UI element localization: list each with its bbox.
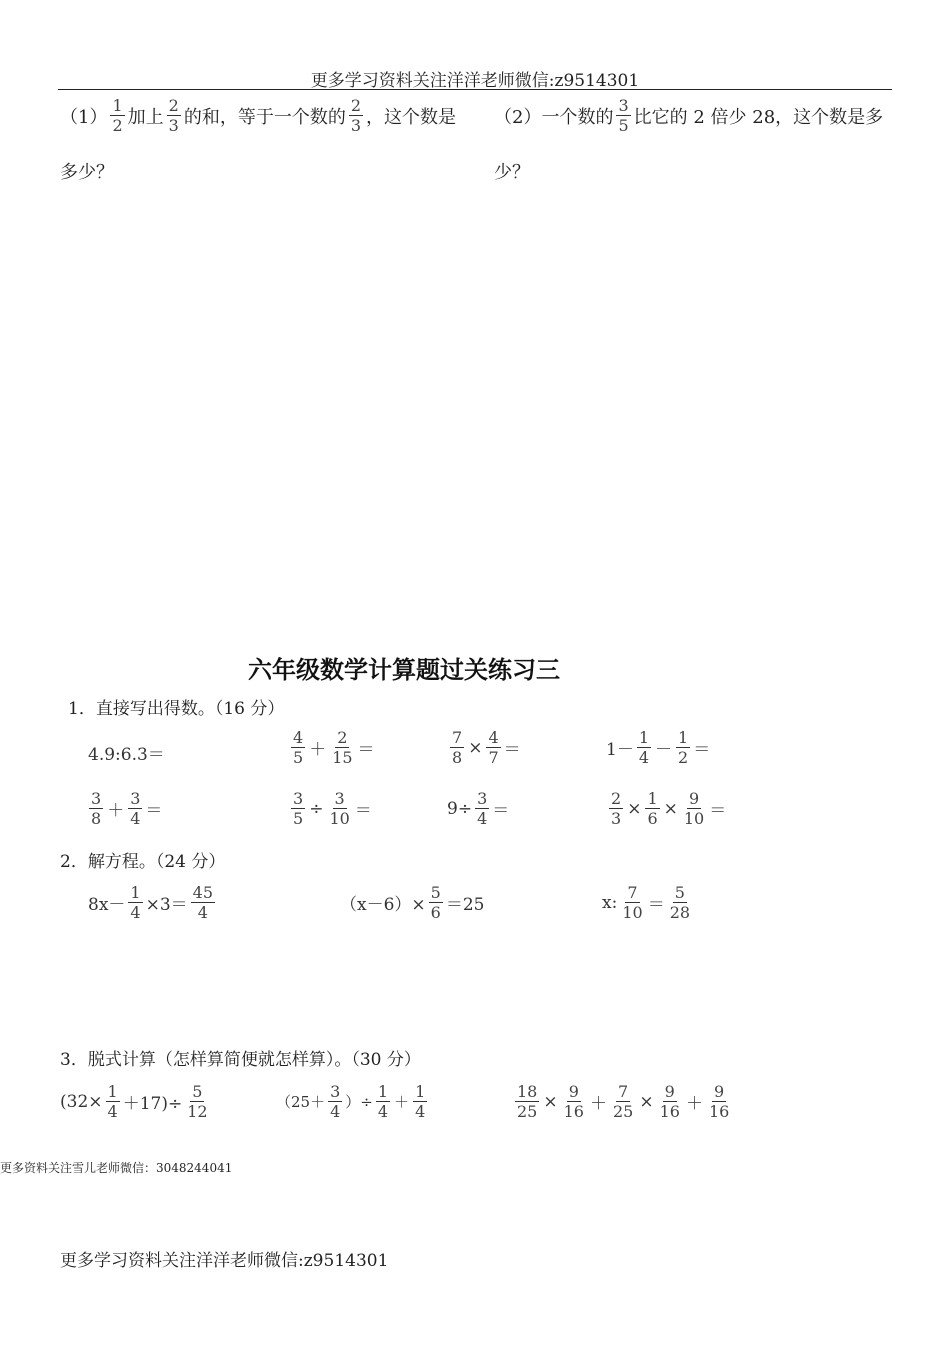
- page-footer: 更多学习资料关注洋洋老师微信:z9514301: [60, 1251, 389, 1271]
- calc-3b: （25＋ $\frac{3}{4}$ ）÷ $\frac{1}{4}$ ＋ $\frac{1}{4}$: [276, 1082, 426, 1121]
- fraction: $\frac{2}{3}$: [168, 96, 179, 135]
- calc-1a: 4.9:6.3＝: [88, 745, 165, 765]
- calc-3a: (32× $\frac{1}{4}$ ＋17)÷ $\frac{5}{12}$: [60, 1082, 208, 1121]
- calc-1g: 9÷ $\frac{3}{4}$ ＝: [447, 789, 510, 828]
- calc-1b: $\frac{4}{5}$ ＋ $\frac{2}{15}$ ＝: [293, 728, 375, 767]
- equation-2a: 8x－ $\frac{1}{4}$ ×3＝ $\frac{45}{4}$: [88, 883, 214, 922]
- section-2-heading: 2．解方程。（24 分）: [60, 852, 226, 872]
- problem-text-continued: 多少？: [60, 162, 114, 183]
- worksheet-title: 六年级数学计算题过关练习三: [248, 656, 560, 684]
- equation-2b: （x－6）× $\frac{5}{6}$ ＝25: [340, 883, 485, 922]
- problem-label: （2）一个数的: [494, 106, 614, 128]
- calc-1c: $\frac{7}{8}$ × $\frac{4}{7}$ ＝: [452, 728, 521, 767]
- equation-2c: x: $\frac{7}{10}$ ＝ $\frac{5}{28}$: [602, 883, 691, 922]
- problem-label: （1）: [60, 106, 108, 128]
- calc-1f: $\frac{3}{5}$ ÷ $\frac{3}{10}$ ＝: [293, 789, 372, 828]
- word-problem-2: [494, 96, 883, 135]
- calc-1d: 1－ $\frac{1}{4}$ － $\frac{1}{2}$ ＝: [606, 728, 711, 767]
- calc-3c: $\frac{18}{25}$ × $\frac{9}{16}$ ＋ $\frac{7}{25}$ × $\frac{9}{16}$ ＋ $\frac{9}{16}$: [517, 1082, 730, 1121]
- fraction: $\frac{3}{5}$: [618, 96, 629, 135]
- section-3-heading: 3．脱式计算（怎样算简便就怎样算）。（30 分）: [60, 1050, 421, 1070]
- page-header: 更多学习资料关注洋洋老师微信:z9514301: [310, 71, 640, 91]
- word-problem-1: [60, 96, 456, 135]
- problem-text: 比它的 2 倍少 28，这个数是多: [633, 106, 884, 128]
- fraction: $\frac{1}{2}$: [112, 96, 123, 135]
- problem-text-continued: 少？: [494, 162, 530, 183]
- problem-text: ，这个数是: [366, 106, 457, 128]
- calc-1h: $\frac{2}{3}$ × $\frac{1}{6}$ × $\frac{9}{10}$ ＝: [611, 789, 727, 828]
- footer-note-small: 更多资料关注雪儿老师微信：3048244041: [0, 1161, 233, 1175]
- fraction: $\frac{2}{3}$: [350, 96, 362, 135]
- header-rule: [58, 89, 892, 90]
- calc-1e: $\frac{3}{8}$ ＋ $\frac{3}{4}$ ＝: [91, 789, 163, 828]
- section-1-heading: 1．直接写出得数。（16 分）: [68, 699, 285, 719]
- problem-text: 加上: [127, 106, 164, 128]
- problem-text: 的和，等于一个数的: [183, 106, 346, 128]
